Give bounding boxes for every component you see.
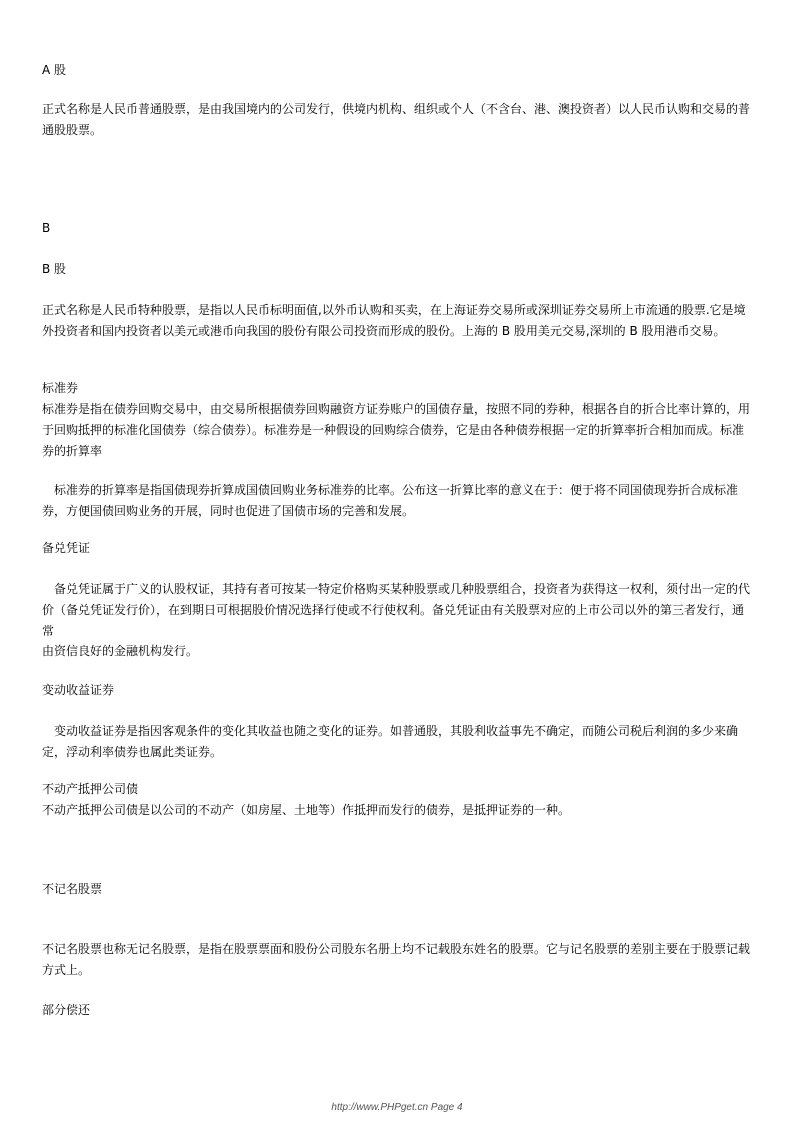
- paragraph-real-estate-mortgage-bond: 不动产抵押公司债是以公司的不动产（如房屋、土地等）作抵押而发行的债券，是抵押证券的一种。: [42, 803, 571, 817]
- heading-partial-repayment: 部分偿还: [42, 1003, 91, 1017]
- heading-bearer-stock: 不记名股票: [42, 882, 103, 896]
- index-letter-b: B: [42, 221, 51, 235]
- paragraph-variable-income-security: 变动收益证券是指因客观条件的变化其收益也随之变化的证券。如普通股，其股利收益事先不确定，而随公司税后利润的多少来确定，浮动利率债券也属此类证券。: [42, 724, 739, 759]
- paragraph-standard-bond: 标准券是指在债券回购交易中，由交易所根据债券回购融资方证券账户的国债存量，按照不同的券种，根据各自的折合比率计算的，用于回购抵押的标准化国债券（综合债券）。标准券是一种假设的回购综合债券，它是由各种债券根据一定的折算率折合相加而成。标准券的折算率: [42, 402, 751, 458]
- page-footer: http://www.PHPget.cn Page 4: [331, 1102, 463, 1113]
- paragraph-bearer-stock: 不记名股票也称无记名股票，是指在股票票面和股份公司股东名册上均不记载股东姓名的股票。它与记名股票的差别主要在于股票记载方式上。: [42, 942, 751, 977]
- paragraph-a-share: 正式名称是人民币普通股票，是由我国境内的公司发行，供境内机构、组织或个人（不含台、港、澳投资者）以人民币认购和交易的普通股股票。: [42, 102, 751, 137]
- paragraph-b-share: 正式名称是人民币特种股票，是指以人民币标明面值,以外币认购和买卖，在上海证券交易所或深圳证券交易所上市流通的股票.它是境外投资者和国内投资者以美元或港币向我国的股份有限公司投资而形成的股份。上海的 B 股用美元交易,深圳的 B 股用港币交易。: [42, 303, 746, 338]
- paragraph-covered-warrant-continued: 由资信良好的金融机构发行。: [42, 644, 199, 658]
- heading-b-share: B 股: [42, 262, 67, 276]
- heading-covered-warrant: 备兑凭证: [42, 541, 91, 555]
- paragraph-covered-warrant: 备兑凭证属于广义的认股权证，其持有者可按某一特定价格购买某种股票或几种股票组合，投资者为获得这一权利，须付出一定的代价（备兑凭证发行价），在到期日可根据股价情况选择行使或不行使权利。备兑凭证由有关股票对应的上市公司以外的第三者发行，通常: [42, 582, 751, 638]
- heading-variable-income-security: 变动收益证券: [42, 683, 115, 697]
- heading-standard-bond: 标准券: [42, 381, 79, 395]
- heading-real-estate-mortgage-bond: 不动产抵押公司债: [42, 782, 139, 796]
- heading-a-share: A 股: [42, 63, 67, 77]
- paragraph-standard-bond-rate: 标准券的折算率是指国债现券折算成国债回购业务标准券的比率。公布这一折算比率的意义在于：便于将不同国债现券折合成标准券，方便国债回购业务的开展，同时也促进了国债市场的完善和发展。: [42, 483, 739, 518]
